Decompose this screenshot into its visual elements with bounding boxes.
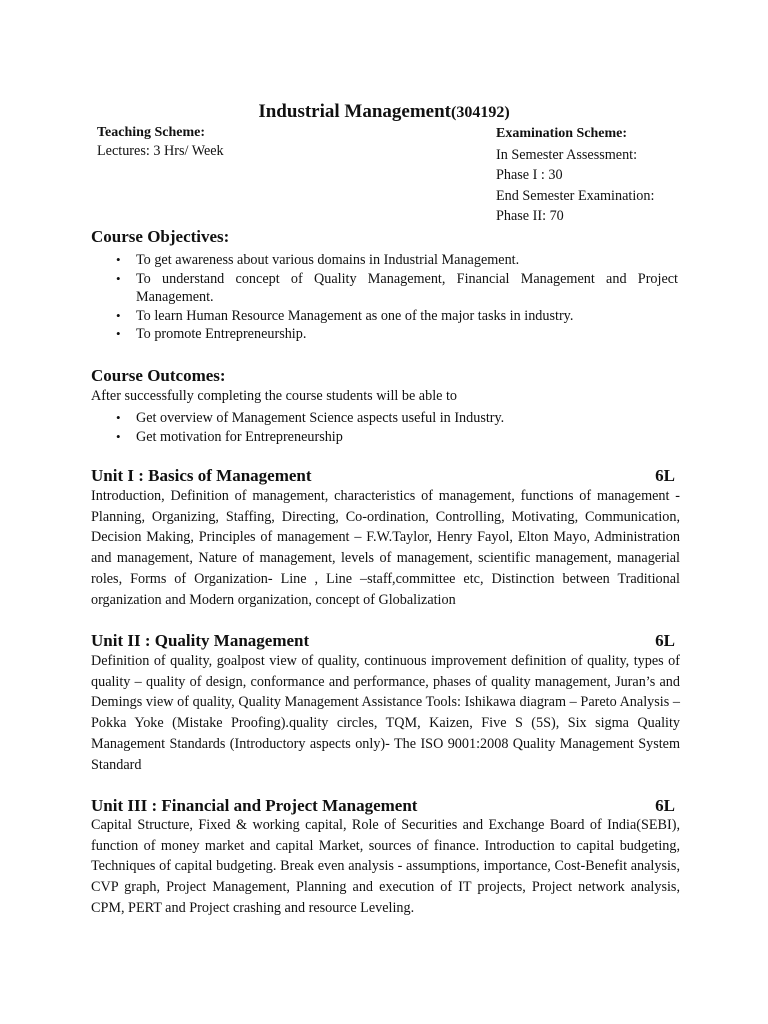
- list-item: [116, 270, 678, 307]
- unit-hours: 6L: [655, 796, 675, 815]
- examination-scheme-line: Phase I : 30: [496, 167, 563, 183]
- unit-title: Unit III : Financial and Project Management: [91, 796, 418, 815]
- course-outcomes-heading: Course Outcomes:: [91, 366, 226, 385]
- teaching-scheme-heading: Teaching Scheme:: [97, 125, 205, 140]
- unit-2-heading: [91, 630, 675, 652]
- teaching-scheme-line: Lectures: 3 Hrs/ Week: [97, 143, 224, 159]
- page-title: [0, 100, 768, 125]
- teaching-scheme: [97, 124, 224, 160]
- unit-3-body: Capital Structure, Fixed & working capital, Role of Securities and Exchange Board of India(SEBI), function of money market and capital Market, sources of finance. Introduction to capital budgeting, Techniques of capital budgeting. Break even analysis - assumptions, importance, Cost-Benefit analysis, CVP graph, Project Management, Planning and execution of IT projects, Project network analysis, CPM, PERT and Project crashing and resource Leveling.: [91, 817, 680, 916]
- bullet-icon: •: [116, 428, 121, 444]
- course-code: (304192): [451, 104, 510, 121]
- list-item-text: Get motivation for Entrepreneurship: [136, 428, 343, 445]
- bullet-icon: •: [116, 252, 121, 267]
- unit-hours: 6L: [655, 466, 675, 485]
- course-outcomes-list: [116, 409, 678, 446]
- list-item: [116, 307, 678, 326]
- unit-hours: 6L: [655, 631, 675, 650]
- examination-scheme-heading: Examination Scheme:: [496, 126, 628, 141]
- list-item: [116, 428, 678, 447]
- examination-scheme-line: Phase II: 70: [496, 208, 564, 224]
- list-item-text: Get overview of Management Science aspects useful in Industry.: [136, 410, 505, 426]
- list-item-text: To promote Entrepreneurship.: [136, 326, 307, 342]
- unit-title: Unit II : Quality Management: [91, 631, 310, 650]
- bullet-icon: •: [116, 326, 121, 341]
- list-item-text: To get awareness about various domains in Industrial Management.: [136, 252, 520, 268]
- bullet-icon: •: [116, 410, 121, 425]
- bullet-icon: •: [116, 307, 121, 323]
- examination-scheme-line: In Semester Assessment:: [496, 146, 638, 163]
- unit-title: Unit I : Basics of Management: [91, 466, 312, 485]
- course-objectives-heading: Course Objectives:: [91, 227, 230, 246]
- course-name: Industrial Management: [258, 101, 451, 122]
- list-item: [116, 251, 678, 270]
- list-item: [116, 409, 678, 428]
- list-item-text: To understand concept of Quality Management, Financial Management and Project Management.: [136, 270, 678, 305]
- course-outcomes-intro: After successfully completing the course students will be able to: [91, 388, 458, 404]
- list-item: [116, 325, 678, 344]
- course-objectives-list: [116, 251, 678, 344]
- examination-scheme: [496, 124, 654, 227]
- unit-1-body: Introduction, Definition of management, characteristics of management, functions of management - Planning, Organizing, Staffing, Directing, Co-ordination, Controlling, Motivating, Communication, Decision Making, Principles of management – F.W.Taylor, Henry Fayol, Elton Mayo, Administration and management, Nature of management, levels of management, scientific management, managerial roles, Forms of Organization- Line , Line –staff,committee etc, Distinction between Traditional organization and Modern organization, concept of Globalization: [91, 488, 680, 608]
- list-item-text: To learn Human Resource Management as one of the major tasks in industry.: [136, 307, 574, 324]
- bullet-icon: •: [116, 270, 121, 286]
- examination-scheme-line: End Semester Examination:: [496, 187, 655, 204]
- unit-1-heading: [91, 465, 675, 487]
- unit-3-heading: [91, 795, 675, 817]
- unit-2-body: Definition of quality, goalpost view of quality, continuous improvement definition of quality, types of quality – quality of design, conformance and performance, phases of quality management, Juran’s and Demings view of quality, Quality Management Assistance Tools: Ishikawa diagram – Pareto Analysis – Pokka Yoke (Mistake Proofing).quality circles, TQM, Kaizen, Five S (5S), Six sigma Quality Management Standards (Introductory aspects only)- The ISO 9001:2008 Quality Management System Standard: [91, 653, 680, 773]
